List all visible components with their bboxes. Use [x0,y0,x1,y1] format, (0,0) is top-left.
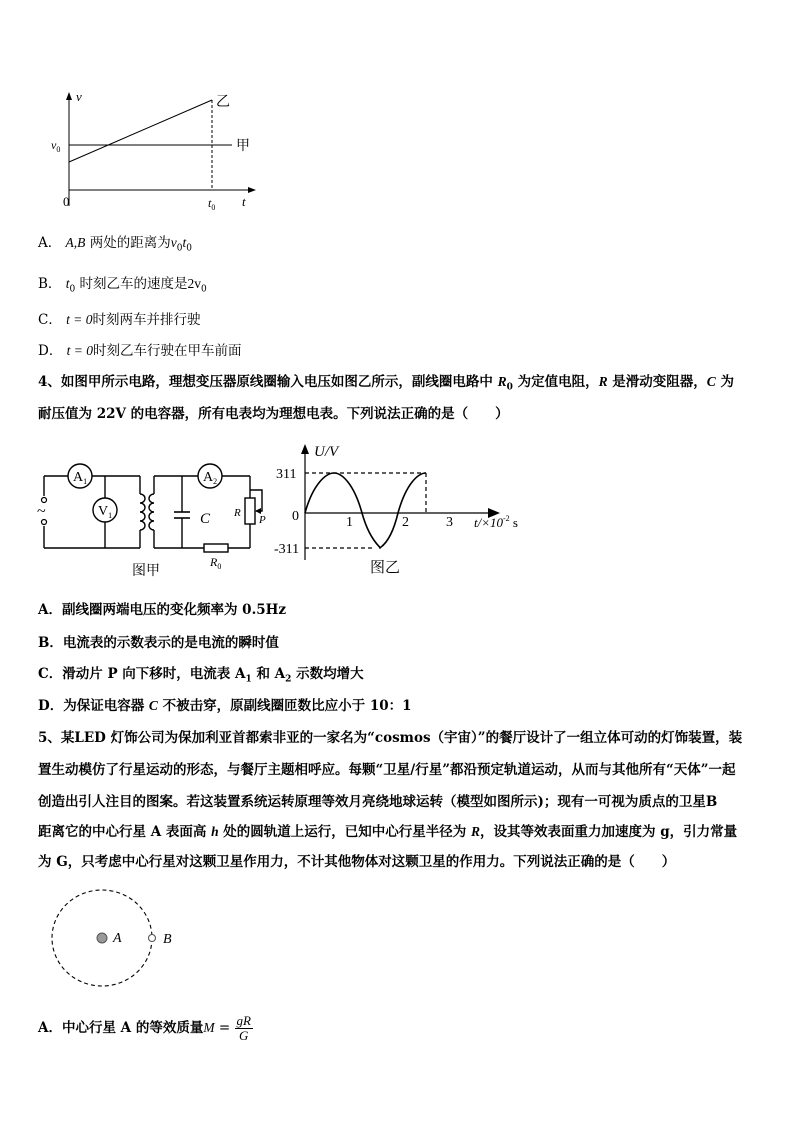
q5-option-a[interactable] [38,1012,253,1044]
circuit-diagram [36,456,276,582]
voltage-waveform-graph [274,440,534,580]
resistor-r-label: R [234,507,241,519]
var-h: h [211,824,219,839]
q4-option-a[interactable]: A．副线圈两端电压的变化频率为 0.5Hz [38,602,287,618]
capacitor-label: C [200,511,211,527]
option-text: A．中心行星 A 的等效质量 [38,1020,204,1036]
option-label: D． [38,343,63,359]
jia-label: 甲 [236,139,250,154]
fraction-gr-over-g [235,1014,253,1043]
option-sub: 2 [285,674,292,685]
formula-ab: A,B [65,235,86,250]
y-tick-top: 311 [276,467,297,482]
option-text: 不被击穿，原副线圈匝数比应小于 10：1 [157,698,412,714]
satellite-b-label: B [163,932,172,947]
planet-a-icon [97,933,107,943]
y-tick-bottom: -311 [274,542,300,557]
stem-text: 是滑动变阻器， [607,374,707,390]
q3-option-c[interactable] [38,311,201,329]
q4-option-d[interactable] [38,697,412,715]
option-text: D．为保证电容器 [38,698,149,714]
v-axis-arrow [66,92,72,100]
option-text: 示数均增大 [291,666,364,682]
x-tick-3: 3 [446,515,453,530]
formula-v: v [170,235,177,250]
formula-sub: 0 [176,243,183,254]
yi-label: 乙 [216,95,230,110]
variable-resistor [245,498,255,524]
fraction-denominator: G [239,1028,249,1043]
ammeter-a2-label: $A_2$ [203,470,218,486]
formula-sub: 0 [186,243,192,254]
var-m: M [203,1020,215,1035]
q4-option-c[interactable] [38,665,364,689]
planet-a-label: A [113,931,122,946]
t-axis-arrow [248,187,256,193]
slider-p-label: P [259,514,266,526]
resistor-r0 [204,544,228,552]
option-sub: 1 [245,674,252,685]
t-axis-label: $t/\times 10^{-2}$ s [474,514,518,530]
orbit-diagram [46,886,196,990]
satellite-b-icon [149,935,156,942]
x-tick-1: 1 [346,515,353,530]
origin-label: 0 [63,194,70,209]
option-text: 时刻乙车的速度是 [75,276,188,292]
var-c: C [706,374,716,389]
formula-sub: 0 [69,284,76,295]
formula-sub: 0 [201,284,207,295]
stem-text: 处的圆轨道上运行，已知中心行星半径为 [218,824,471,840]
q5-stem-line1: 5、某LED 灯饰公司为保加利亚首都索非亚的一家名为“cosmos（宇宙）”的餐厅设计了一组立体可动的灯饰装置，装 [38,730,743,746]
option-text: 时刻乙车行驶在甲车前面 [93,343,242,359]
formula-t: t [182,235,187,250]
fraction-numerator: gR [236,1013,251,1028]
v0-label: $v_0$ [51,138,61,154]
t0-label: $t_0$ [208,196,216,212]
var-r0: R [497,374,507,389]
resistor-r0-label: $R_0$ [210,555,222,571]
q4-option-b[interactable]: B．电流表的示数表示的是电流的瞬时值 [38,635,279,651]
sine-curve [305,473,426,548]
var-r: R [598,374,608,389]
q3-option-b[interactable] [38,275,207,299]
option-text: 和 A [251,666,286,682]
formula-t-zero: t = 0 [66,312,93,327]
line-yi [69,100,212,162]
option-label: A． [38,235,62,251]
u-axis-label: U/V [314,444,339,460]
v-axis-label: v [76,89,82,104]
var-r: R [471,824,481,839]
stem-text: 为定值电阻， [512,374,599,390]
q5-stem-line2: 置生动模仿了行星运动的形态，与餐厅主题相呼应。每颗“卫星/行星”都沿预定轨道运动，从而与其他所有“天体”一起 [38,762,736,778]
velocity-time-graph [40,84,270,216]
formula-t: t [65,276,70,291]
formula-t-zero: t = 0 [66,343,93,358]
var-c: C [148,698,158,713]
option-text: 时刻两车并排行驶 [92,312,201,328]
voltmeter-v1-label: $V_1$ [98,504,113,520]
option-text: 两处的距离为 [85,235,171,251]
ammeter-a1-label: $A_1$ [73,470,88,486]
circuit-caption: 图甲 [132,564,160,579]
stem-text: 为 [715,374,735,390]
u-axis-arrow [301,444,309,454]
option-text: C．滑动片 P 向下移时，电流表 A [38,666,246,682]
q3-option-a[interactable] [38,234,192,258]
x-tick-2: 2 [402,515,409,530]
stem-text: 4、如图甲所示电路，理想变压器原线圈输入电压如图乙所示，副线圈电路中 [38,374,498,390]
option-label: B． [38,276,62,292]
q5-stem-line4 [38,823,737,841]
q4-stem-line2: 耐压值为 22V 的电容器，所有电表均为理想电表。下列说法正确的是（ ） [38,406,509,422]
var-sub: 0 [506,382,513,393]
y-tick-zero: 0 [292,509,299,524]
stem-text: 距离它的中心行星 A 表面高 [38,824,212,840]
equals-sign: = [214,1020,235,1036]
q4-stem-line1 [38,373,734,397]
waveform-caption: 图乙 [370,560,401,576]
q5-stem-line3: 创造出引人注目的图案。若这装置系统运转原理等效月亮绕地球运转（模型如图所示)；现有一可视为质点的卫星B [38,794,718,810]
formula-2v: 2v [187,276,202,291]
q5-stem-line5: 为 G，只考虑中心行星对这颗卫星作用力，不计其他物体对这颗卫星的作用力。下列说法正确的是（ ） [38,854,676,870]
stem-text: ，设其等效表面重力加速度为 g，引力常量 [480,824,738,840]
option-label: C． [38,312,62,328]
t-axis-label: t [242,194,246,209]
q3-option-d[interactable] [38,342,242,360]
ac-source-icon: ~ [37,503,46,520]
